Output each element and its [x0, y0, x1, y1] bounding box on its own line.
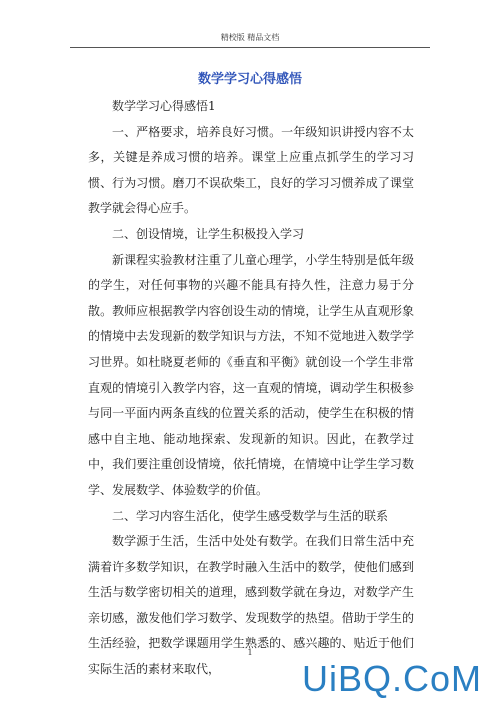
- watermark-logo: UiBQ.CoM: [301, 658, 482, 699]
- paragraph-heading: 二、创设情境，让学生积极投入学习: [112, 226, 305, 241]
- document-title: 数学学习心得感悟: [197, 72, 302, 87]
- paragraph-heading: 二、学习内容生活化，使学生感受数学与生活的联系: [112, 508, 389, 523]
- page-header: 精校版 精品文档: [220, 33, 280, 42]
- header-divider: [70, 47, 430, 48]
- document-body: [88, 94, 414, 683]
- page-number: 1: [247, 648, 253, 657]
- section-heading: 数学学习心得感悟1: [112, 99, 216, 113]
- paragraph: 新课程实验教材注重了儿童心理学，小学生特别是低年级的学生，对任何事物的兴趣不能具有持久性，注意力易于分散。教师应根据教学内容创设生动的情境，让学生从直观形象的情境中去发现新的数学知识与方法，不知不觉地进入数学学习世界。如杜晓夏老师的《垂直和平衡》就创设一个学生非常直观的情境引入教学内容，这一直观的情境，调动学生积极参与同一平面内两条直线的位置关系的活动，使学生在积极的情感中自主地、能动地探索、发现新的知识。因此，在教学过中，我们要注重创设情境，依托情境，在情境中让学生学习数学、发展数学、体验数学的价值。: [88, 252, 414, 497]
- paragraph: 一、严格要求，培养良好习惯。一年级知识讲授内容不太多，关键是养成习惯的培养。课堂上应重点抓学生的学习习惯、行为习惯。磨刀不误砍柴工，良好的学习习惯养成了课堂教学就会得心应手。: [88, 124, 414, 216]
- paragraph: 数学源于生活，生活中处处有数学。在我们日常生活中充满着许多数学知识，在教学时融入生活中的数学，使他们感到生活与数学密切相关的道理，感到数学就在身边，对数学产生亲切感，激发他们学习数学、发现数学的热望。借助于学生的生活经验，把数学课题用学生熟悉的、感兴趣的、贴近于他们实际生活的素材来取代，: [88, 534, 414, 677]
